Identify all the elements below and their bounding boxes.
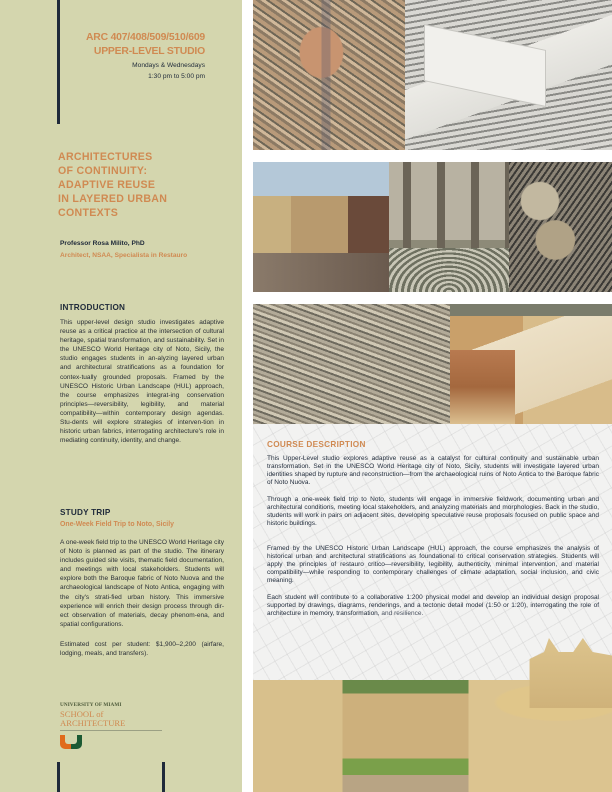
schedule-time: 1:30 pm to 5:00 pm bbox=[148, 73, 205, 80]
title-line: ARCHITECTURES bbox=[58, 151, 153, 163]
study-trip-subheading: One-Week Field Trip to Noto, Sicily bbox=[60, 521, 174, 528]
introduction-heading: INTRODUCTION bbox=[60, 303, 126, 312]
decorative-vertical-rule bbox=[57, 762, 60, 792]
photo-aerial-noto-antica bbox=[253, 0, 405, 150]
logo-school-name bbox=[60, 710, 162, 728]
course-header bbox=[60, 31, 205, 59]
photo-ruined-walls bbox=[253, 162, 389, 292]
title-line: IN LAYERED URBAN bbox=[58, 193, 168, 205]
course-description-text: Each student will contribute to a collaborative 1:200 physical model and develop an individual design proposal supported by drawings, diagrams, renderings, and a tectonic detail model (1:50 or 1:20), interrogating the role of architecture in memory, bbox=[267, 594, 599, 618]
course-description-text: and resilience. bbox=[381, 610, 424, 618]
logo-divider bbox=[60, 730, 162, 731]
logo-university-name: UNIVERSITY OF MIAMI bbox=[60, 702, 122, 708]
title-line: CONTEXTS bbox=[58, 207, 119, 219]
decorative-vertical-rule bbox=[162, 762, 165, 792]
logo-school-line: ARCHITECTURE bbox=[60, 718, 126, 728]
studio-title bbox=[58, 150, 238, 220]
schedule-days: Mondays & Wednesdays bbox=[132, 62, 205, 69]
photo-ruined-church-square bbox=[450, 304, 612, 424]
instructor-credentials: Architect, NSAA, Specialista in Restauro bbox=[60, 252, 188, 259]
course-type: UPPER-LEVEL STUDIO bbox=[93, 46, 205, 57]
course-description-paragraph: This Upper-Level studio explores adaptive reuse as a catalyst for cultural continuity and sustainable urban transformation. Set in the UNESCO World Heritage city of Noto, Sicily, students will investigate layered urban identities shaped by rupture and reconstruction—from the archaeological ruins of Noto Antica to the Baroque fabric of Noto Nuova. bbox=[267, 455, 599, 487]
course-description-paragraph bbox=[267, 594, 599, 618]
schedule bbox=[60, 60, 205, 82]
photo-balcony-corbels bbox=[509, 162, 612, 292]
course-description-text: transformation, bbox=[336, 610, 380, 618]
course-description-heading: COURSE DESCRIPTION bbox=[267, 440, 366, 449]
photo-aerial-city-fabric bbox=[253, 304, 450, 424]
course-description-paragraph: Framed by the UNESCO Historic Urban Landscape (HUL) approach, the course emphasizes the analysis of historical urban and architectural stratifications as foundational to critical conservation strategies. Students will apply the principles of restauro critico—reversibility, legibility, authenticity, minimal intervention, and material compatibility—while responding to contemporary challenges of climate adaptation, social inclusion, and civic meaning. bbox=[267, 545, 599, 585]
um-u-logo-icon bbox=[60, 735, 82, 749]
logo-school-line: SCHOOL of bbox=[60, 709, 104, 719]
study-trip-text: A one-week field trip to the UNESCO World Heritage city of Noto is planned as part of the studio. The itinerary includes guided site visits, thematic field documentation, and meetings with local stakeholders. Students will explore both the Baroque fabric of Noto Nuova and the archaeological landscape of Noto Antica, engaging with the city's strati-fied urban history. This immersive experience will enrich their design process through dir-ect observation of materials, decay phenom-ena, and spatial configurations. bbox=[60, 539, 224, 628]
title-line: ADAPTIVE REUSE bbox=[58, 179, 156, 191]
photo-site-model bbox=[405, 0, 612, 150]
course-code: ARC 407/408/509/510/609 bbox=[85, 32, 205, 43]
university-logo bbox=[60, 702, 162, 749]
instructor-name: Professor Rosa Milito, PhD bbox=[60, 240, 145, 247]
study-trip-cost: Estimated cost per student: $1,900–2,200 (airfare, lodging, meals, and transfers). bbox=[60, 641, 224, 658]
introduction-text: This upper-level design studio investigates adaptive reuse as a critical practice at the intersection of cultural heritage, spatial transformation, and sustainability. Set in the UNESCO World Heritage city of Noto, Sicily, the studio engages students in an-alyzing layered urban and architectural stratifications as a foundation for contex-tually grounded proposals. Framed by the UNESCO Historic Urban Landscape (HUL) approach, the course emphasizes integrat-ing conservation principles—reversibility, legibility, and material compatibility—within contemporary design agendas. Stu-dents will explore strategies of interven-tion in historic urban fabrics, interrogating architecture's role in mediating continuity, identity, and change. bbox=[60, 319, 224, 445]
photo-baroque-courtyard bbox=[389, 162, 509, 292]
study-trip-heading: STUDY TRIP bbox=[60, 508, 111, 517]
title-line: OF CONTINUITY: bbox=[58, 165, 148, 177]
course-description-paragraph: Through a one-week field trip to Noto, students will engage in immersive fieldwork, documenting urban and architectural conditions, meeting local stakeholders, and analyzing materials and morphologies. Back in the studio, students will work in pairs on adjacent sites, developing speculative reuse proposals focused on public space and historic buildings. bbox=[267, 496, 599, 528]
